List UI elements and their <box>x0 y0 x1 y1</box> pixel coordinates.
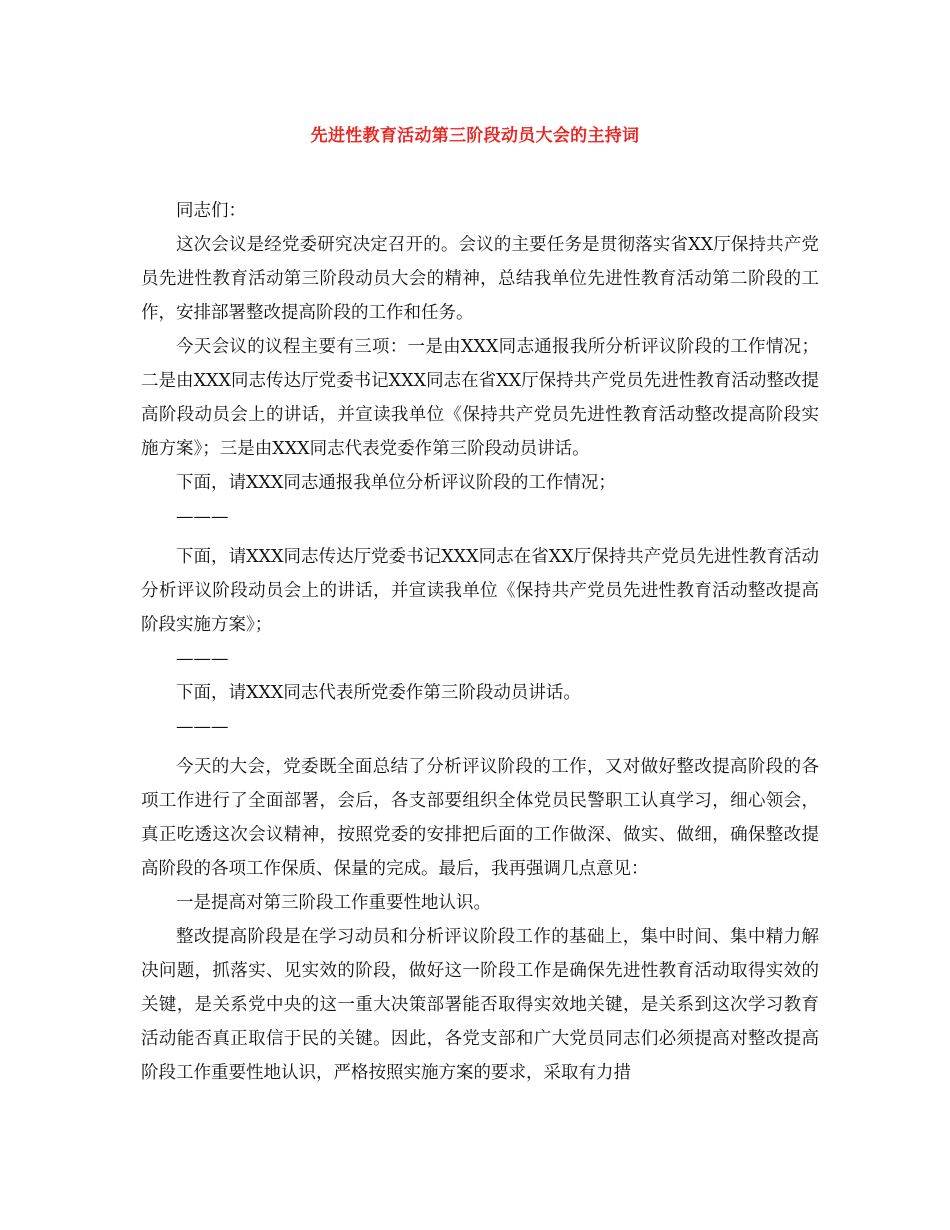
document-body <box>141 194 819 1090</box>
paragraph-second-speaker: 下面，请XXX同志传达厅党委书记XXX同志在省XX厅保持共产党员先进性教育活动分析评议阶段动员会上的讲话，并宣读我单位《保持共产党员先进性教育活动整改提高阶段实施方案》； <box>141 547 819 635</box>
paragraph-point-one-detail: 整改提高阶段是在学习动员和分析评议阶段工作的基础上，集中时间、集中精力解决问题，抓落实、见实效的阶段，做好这一阶段工作是确保先进性教育活动取得实效的关键，是关系党中央的这一重大决策部署能否取得实效地关键，是关系到这次学习教育活动能否真正取信于民的关键。因此，各党支部和广大党员同志们必须提高对整改提高阶段工作重要性地认识，严格按照实施方案的要求，采取有力措 <box>141 927 819 1083</box>
separator-dash: ——— <box>176 507 229 527</box>
paragraph-third-speaker: 下面，请XXX同志代表所党委作第三阶段动员讲话。 <box>176 683 581 703</box>
paragraph-agenda: 今天会议的议程主要有三项：一是由XXX同志通报我所分析评议阶段的工作情况；二是由XXX同志传达厅党委书记XXX同志在省XX厅保持共产党员先进性教育活动整改提高阶段动员会上的讲话，并宣读我单位《保持共产党员先进性教育活动整改提高阶段实施方案》；三是由XXX同志代表党委作第三阶段动员讲话。 <box>141 337 819 459</box>
document-title: 先进性教育活动第三阶段动员大会的主持词 <box>310 126 640 146</box>
salutation: 同志们： <box>176 201 246 221</box>
separator-dash: ——— <box>176 649 229 669</box>
paragraph-first-speaker: 下面，请XXX同志通报我单位分析评议阶段的工作情况； <box>176 473 616 493</box>
paragraph-point-one: 一是提高对第三阶段工作重要性地认识。 <box>176 893 491 913</box>
separator-dash: ——— <box>176 717 229 737</box>
paragraph-meeting-purpose: 这次会议是经党委研究决定召开的。会议的主要任务是贯彻落实省XX厅保持共产党员先进性教育活动第三阶段动员大会的精神，总结我单位先进性教育活动第二阶段的工作，安排部署整改提高阶段的工作和任务。 <box>141 235 819 323</box>
paragraph-summary: 今天的大会，党委既全面总结了分析评议阶段的工作，又对做好整改提高阶段的各项工作进行了全面部署，会后，各支部要组织全体党员民警职工认真学习，细心领会，真正吃透这次会议精神，按照党委的安排把后面的工作做深、做实、做细，确保整改提高阶段的各项工作保质、保量的完成。最后，我再强调几点意见： <box>141 757 819 879</box>
